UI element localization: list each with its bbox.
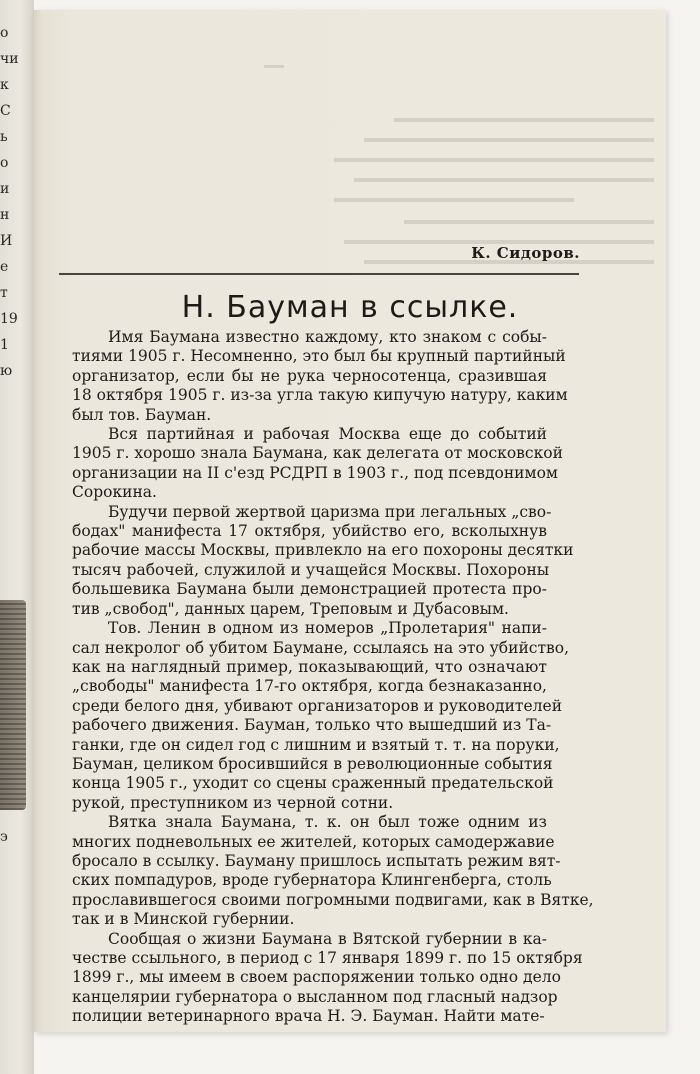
text-line: среди белого дня, убивают организаторов и руководителей xyxy=(72,696,563,715)
left-page-fragment: и xyxy=(0,181,10,197)
title-divider xyxy=(59,273,579,275)
text-line: бодах" манифеста 17 октября, убийство его, всколыхнув xyxy=(72,522,547,541)
text-line: рабочие массы Москвы, привлекло на его похороны десятки xyxy=(72,541,574,560)
left-page-edge xyxy=(0,0,34,1074)
paragraph xyxy=(72,328,568,425)
text-line: „свободы" манифеста 17-го октября, когда безнаказанно, xyxy=(72,677,547,696)
text-line: Вся партийная и рабочая Москва еще до событий xyxy=(108,425,547,444)
text-line: рукой, преступником из черной сотни. xyxy=(72,793,394,812)
text-line: 1899 г., мы имеем в своем распоряжении только одно дело xyxy=(72,968,561,987)
left-page-bottom-fragment: э xyxy=(0,829,8,845)
text-line: Бауман, целиком бросившийся в революционные события xyxy=(72,754,553,773)
text-line: Тов. Ленин в одном из номеров „Пролетария" напи- xyxy=(108,619,547,638)
article-body xyxy=(72,328,594,1027)
paragraph xyxy=(72,929,583,1027)
left-page-fragment: С xyxy=(0,103,11,119)
left-page-fragment: к xyxy=(0,77,9,93)
text-line: ганки, где он сидел год с лишним и взятый т. т. на поруки, xyxy=(72,735,560,754)
text-line: конца 1905 г., уходит со сцены сраженный предательской xyxy=(72,774,554,793)
text-line: Будучи первой жертвой царизма при легальных „сво- xyxy=(108,502,552,521)
text-line: Сорокина. xyxy=(72,483,157,502)
left-page-fragment: т xyxy=(0,285,8,301)
left-page-fragment: н xyxy=(0,207,10,223)
text-line: так и в Минской губернии. xyxy=(72,910,295,929)
left-page-illustration xyxy=(0,600,26,810)
text-line: 18 октября 1905 г. из-за угла такую кипучую натуру, каким xyxy=(72,386,568,405)
text-line: тив „свобод", данных царем, Треповым и Дубасовым. xyxy=(72,599,509,618)
text-line: Вятка знала Баумана, т. к. он был тоже одним из xyxy=(108,813,547,832)
left-page-fragment: о xyxy=(0,25,9,41)
text-line: многих подневольных ее жителей, которых самодержавие xyxy=(72,832,555,851)
book-page xyxy=(34,10,666,1032)
text-line: сал некролог об убитом Баумане, ссылаясь на это убийство, xyxy=(72,638,570,657)
text-line: как на наглядный пример, показывающий, что означают xyxy=(72,657,547,676)
left-page-fragment: ю xyxy=(0,363,13,379)
left-page-fragment: е xyxy=(0,259,9,275)
paragraph xyxy=(72,425,563,503)
text-line: тысяч рабочей, служилой и учащейся Москвы. Похороны xyxy=(72,560,550,579)
left-page-fragment: И xyxy=(0,233,13,249)
text-line: честве ссыльного, в период с 17 января 1899 г. по 15 октября xyxy=(72,949,583,967)
text-line: Сообщая о жизни Баумана в Вятской губернии в ка- xyxy=(108,929,547,948)
left-page-fragment: 19 xyxy=(0,311,18,327)
left-page-fragment: 1 xyxy=(0,337,9,353)
text-line: организации на II с'езд РСДРП в 1903 г., под псевдонимом xyxy=(72,463,558,482)
text-line: рабочего движения. Бауман, только что вышедший из Та- xyxy=(72,716,552,735)
article-title: Н. Бауман в ссылке. xyxy=(181,290,519,325)
text-line: Имя Баумана известно каждому, кто знаком с собы- xyxy=(108,328,547,346)
left-page-fragment: ь xyxy=(0,129,8,145)
text-line: организатор, если бы не рука черносотенца, сразившая xyxy=(72,366,547,385)
text-line: канцелярии губернатора о высланном под гласный надзор xyxy=(72,987,558,1006)
text-line: ских помпадуров, вроде губернатора Клингенберга, столь xyxy=(72,871,552,890)
paragraph xyxy=(72,813,594,929)
article-author: К. Сидоров. xyxy=(471,244,580,262)
text-line: был тов. Бауман. xyxy=(72,405,212,424)
text-line: тиями 1905 г. Несомненно, это был бы крупный партийный xyxy=(72,347,566,366)
text-line: 1905 г. хорошо знала Баумана, как делегата от московской xyxy=(72,444,563,463)
paragraph xyxy=(72,502,574,619)
text-line: прославившегося своими погромными подвигами, как в Вятке, xyxy=(72,890,594,909)
left-page-fragment: о xyxy=(0,155,9,171)
left-page-fragment: чи xyxy=(0,51,19,67)
text-line: большевика Баумана были демонстрацией протеста про- xyxy=(72,580,547,599)
text-line: полиции ветеринарного врача Н. Э. Бауман. Найти мате- xyxy=(72,1007,545,1026)
paragraph xyxy=(72,619,570,813)
text-line: бросало в ссылку. Бауману пришлось испытать режим вят- xyxy=(72,851,561,870)
